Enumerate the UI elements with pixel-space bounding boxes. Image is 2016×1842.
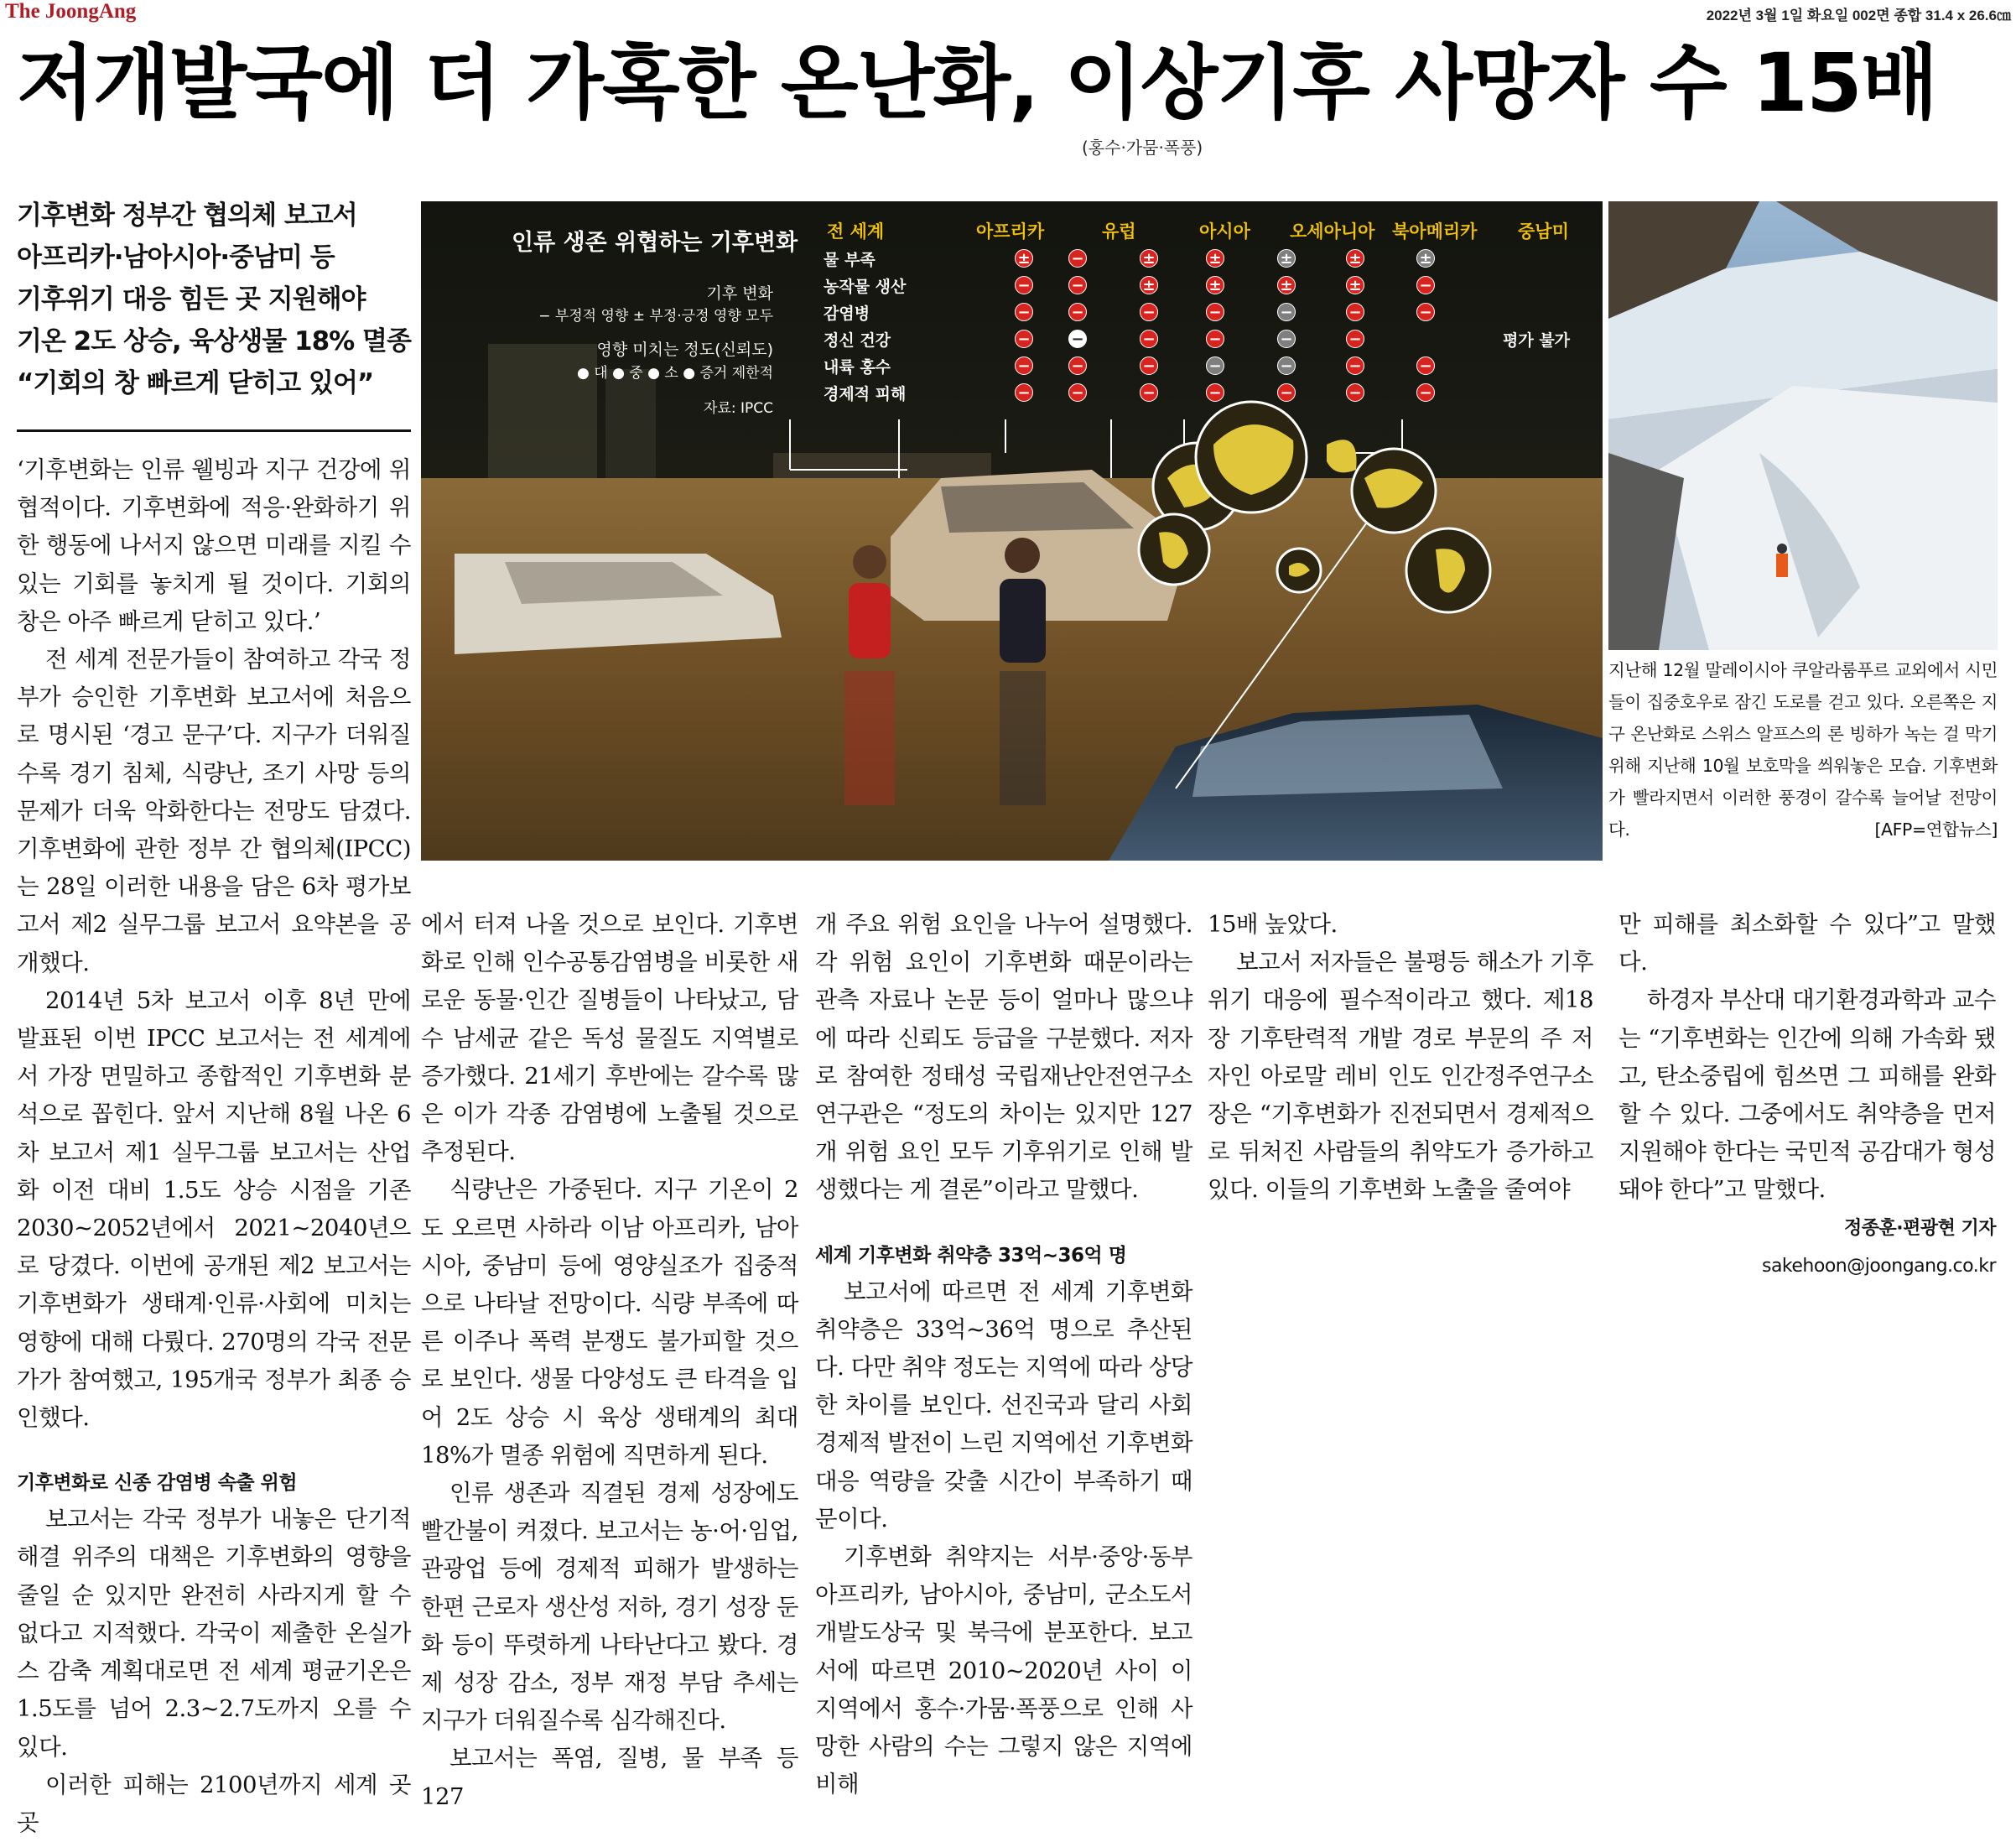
row-mental-health: 정신 건강 bbox=[824, 331, 891, 350]
region-global: 전 세계 bbox=[827, 221, 885, 242]
paragraph: 기후변화 취약지는 서부·중앙·동부 아프리카, 남아시아, 중남미, 군소도서 개발도상국 및 북극에 분포한다. 보고서에 따르면 2010~2020년 사이 이 지역에서 홍수·가뭄·폭풍으로 인해 사망한 사람의 수는 그렇지 않은 지역에 비해 bbox=[815, 1543, 1192, 1798]
impact-symbol: − bbox=[1140, 383, 1158, 402]
impact-symbol: − bbox=[1068, 276, 1087, 294]
paragraph: 이러한 피해는 2100년까지 세계 곳곳 bbox=[17, 1771, 411, 1836]
impact-symbol: − bbox=[1068, 303, 1087, 321]
paragraph: 개 주요 위험 요인을 나누어 설명했다. 각 위험 요인이 기후변화 때문이라는 관측 자료나 논문 등이 얼마나 많으냐에 따라 신뢰도 등급을 구분했다. 저자로 참여한 정태성 국립재난안전연구소 연구관은 “정도의 차이는 있지만 127개 위험 요인 모두 기후위기로 인해 발생했다는 게 결론”이라고 말했다. bbox=[815, 911, 1192, 1204]
impact-symbol: − bbox=[1015, 383, 1033, 402]
subheadlines bbox=[17, 195, 411, 404]
photo-credit: [AFP=연합뉴스] bbox=[1874, 820, 1998, 840]
legend-line: − 부정적 영향 ± 부정·긍정 영향 모두 bbox=[538, 308, 773, 325]
subhead: 기후변화 정부간 협의체 보고서 bbox=[17, 200, 357, 231]
impact-symbol: − bbox=[1140, 330, 1158, 348]
paragraph: 보고서에 따르면 전 세계 기후변화 취약층은 33억~36억 명으로 추산된다. 다만 취약 정도는 지역에 따라 상당한 차이를 보인다. 선진국과 달리 사회경제적 발전이 느린 지역에선 기후변화 대응 역량을 갖출 시간이 부족하기 때문이다. bbox=[815, 1277, 1193, 1532]
legend-title: 기후 변화 bbox=[706, 284, 773, 303]
subhead: “기회의 창 빠르게 닫히고 있어” bbox=[17, 368, 374, 398]
impact-symbol: ± bbox=[1140, 276, 1158, 294]
impact-symbol: − bbox=[1068, 330, 1087, 348]
reporter-email: sakehoon@joongang.co.kr bbox=[1761, 1255, 1996, 1277]
impact-symbol: − bbox=[1277, 303, 1296, 321]
paragraph: 15배 높았다. bbox=[1208, 911, 1338, 938]
edition-info: 2022년 3월 1일 화요일 002면 종합 31.4 x 26.6㎝ bbox=[1706, 8, 2011, 23]
subhead: 기후위기 대응 힘든 곳 지원해야 bbox=[17, 284, 366, 315]
paragraph: 에서 터져 나올 것으로 보인다. 기후변화로 인해 인수공통감염병을 비롯한 새로운 동물·인간 질병들이 나타났고, 담수 남세균 같은 독성 물질도 지역별로 증가했다. 21세기 후반에는 갈수록 많은 이가 각종 감염병에 노출될 것으로 추정된다. bbox=[421, 911, 799, 1166]
impact-symbol: − bbox=[1277, 330, 1296, 348]
impact-symbol: − bbox=[1206, 330, 1224, 348]
paragraph: 하경자 부산대 대기환경과학과 교수는 “기후변화는 인간에 의해 가속화 됐고, 탄소중립에 힘쓰면 그 피해를 완화할 수 있다. 그중에서도 취약층을 먼저 지원해야 한다는 국민적 공감대가 형성돼야 한다”고 말했다. bbox=[1619, 986, 1997, 1204]
graphic-source: 자료: IPCC bbox=[704, 400, 773, 417]
paragraph: 식량난은 가중된다. 지구 기온이 2도 오르면 사하라 이남 아프리카, 남아시아, 중남미 등에 영양실조가 집중적으로 나타날 전망이다. 식량 부족에 따른 이주나 폭력 분쟁도 불가피할 것으로 보인다. 생물 다양성도 큰 타격을 입어 2도 상승 시 육상 생태계의 최대 18%가 멸종 위험에 직면하게 된다. bbox=[421, 1176, 798, 1469]
paragraph: ‘기후변화는 인류 웰빙과 지구 건강에 위협적이다. 기후변화에 적응·완화하기 위한 행동에 나서지 않으면 미래를 지킬 수 있는 기회를 놓치게 될 것이다. 기회의 창은 아주 빠르게 닫히고 있다.’ bbox=[17, 456, 411, 635]
impact-symbol: − bbox=[1206, 356, 1224, 375]
subhead: 아프리카·남아시아·중남미 등 bbox=[17, 242, 335, 273]
impact-symbol: − bbox=[1416, 383, 1435, 402]
impact-symbol: − bbox=[1015, 303, 1033, 321]
infographic-flood-photo bbox=[421, 201, 1603, 861]
impact-symbol: − bbox=[1277, 383, 1296, 402]
impact-symbol: − bbox=[1346, 356, 1364, 375]
paragraph: 인류 생존과 직결된 경제 성장에도 빨간불이 켜졌다. 보고서는 농·어·임업, 관광업 등에 경제적 피해가 발생하는 한편 근로자 생산성 저하, 경기 성장 둔화 등이 뚜렷하게 나타난다고 봤다. 경제 성장 감소, 정부 재정 부담 추세는 지구가 더워질수록 심각해진다. bbox=[421, 1480, 798, 1735]
region-latin-america: 중남미 bbox=[1518, 221, 1569, 242]
impact-symbol: − bbox=[1140, 303, 1158, 321]
impact-symbol: − bbox=[1416, 276, 1435, 294]
region-europe: 유럽 bbox=[1102, 221, 1136, 242]
paragraph: 전 세계 전문가들이 참여하고 각국 정부가 승인한 기후변화 보고서에 처음으로 명시된 ‘경고 문구’다. 지구가 더워질수록 경기 침체, 식량난, 조기 사망 등의 문제가 더욱 악화한다는 전망도 담겼다. 기후변화에 관한 정부 간 협의체(IPCC)는 28일 이러한 내용을 담은 6차 평가보고서 제2 실무그룹 보고서 요약본을 공개했다. bbox=[17, 646, 411, 976]
photo-caption bbox=[1608, 654, 1998, 846]
impact-symbol: − bbox=[1015, 356, 1033, 375]
confidence-title: 영향 미치는 정도(신뢰도) bbox=[596, 341, 773, 359]
impact-symbol: − bbox=[1140, 356, 1158, 375]
impact-symbol: ± bbox=[1277, 276, 1296, 294]
impact-symbol: ± bbox=[1346, 276, 1364, 294]
impact-symbol: − bbox=[1416, 303, 1435, 321]
impact-symbol: − bbox=[1015, 276, 1033, 294]
glacier-photo bbox=[1608, 201, 1998, 650]
impact-symbol: − bbox=[1068, 356, 1087, 375]
row-inland-flooding: 내륙 홍수 bbox=[824, 358, 891, 377]
region-oceania: 오세아니아 bbox=[1290, 221, 1375, 242]
impact-symbol: − bbox=[1015, 330, 1033, 348]
impact-symbol: − bbox=[1416, 356, 1435, 375]
impact-symbol: − bbox=[1346, 303, 1364, 321]
impact-symbol: ± bbox=[1206, 276, 1224, 294]
not-assessed-label: 평가 불가 bbox=[1503, 331, 1571, 350]
impact-symbol: ± bbox=[1416, 249, 1435, 268]
impact-symbol: − bbox=[1277, 356, 1296, 375]
impact-symbol: − bbox=[1206, 303, 1224, 321]
region-africa: 아프리카 bbox=[976, 221, 1045, 242]
section-heading: 세계 기후변화 취약층 33억~36억 명 bbox=[815, 1244, 1127, 1267]
row-water-shortage: 물 부족 bbox=[824, 251, 876, 269]
graphic-title: 인류 생존 위협하는 기후변화 bbox=[512, 230, 798, 256]
section-heading: 기후변화로 신종 감염병 속출 위험 bbox=[17, 1472, 298, 1495]
paragraph: 2014년 5차 보고서 이후 8년 만에 발표된 이번 IPCC 보고서는 전 세계에서 가장 면밀하고 종합적인 기후변화 분석으로 꼽힌다. 앞서 지난해 8월 나온 6차 보고서 제1 실무그룹 보고서는 산업화 이전 대비 1.5도 상승 시점을 기존 2030~2052년에서 2021~2040년으로 당겼다. 이번에 공개된 제2 보고서는 기후변화가 생태계·인류·사회에 미치는 영향에 대해 다뤘다. 270명의 각국 전문가가 참여했고, 195개국 정부가 최종 승인했다. bbox=[17, 986, 411, 1432]
paragraph: 보고서 저자들은 불평등 해소가 기후위기 대응에 필수적이라고 했다. 제18장 기후탄력적 개발 경로 부문의 주 저자인 아로말 레비 인도 인간정주연구소장은 “기후변화가 진전되면서 경제적으로 뒤처진 사람들의 취약도가 증가하고 있다. 이들의 기후변화 노출을 줄여야 bbox=[1208, 949, 1593, 1204]
impact-symbol: − bbox=[1346, 383, 1364, 402]
caption-text: 지난해 12월 말레이시아 쿠알라룸푸르 교외에서 시민들이 집중호우로 잠긴 도로를 걷고 있다. 오른쪽은 지구 온난화로 스위스 알프스의 론 빙하가 녹는 걸 막기 위해 지난해 10월 보호막을 씌워놓은 모습. 기후변화가 빨라지면서 이러한 풍경이 갈수록 늘어날 전망이다. bbox=[1608, 660, 1998, 840]
region-asia: 아시아 bbox=[1199, 221, 1250, 242]
paragraph: 만 피해를 최소화할 수 있다”고 말했다. bbox=[1619, 911, 1996, 976]
article-column-3 bbox=[815, 906, 1192, 1803]
impact-symbol: − bbox=[1346, 330, 1364, 348]
impact-symbol: ± bbox=[1206, 249, 1224, 268]
paragraph: 보고서는 폭염, 질병, 물 부족 등 127 bbox=[421, 1745, 798, 1810]
region-north-america: 북아메리카 bbox=[1392, 221, 1478, 242]
newspaper-logo: The JoongAng bbox=[5, 0, 137, 23]
paragraph: 보고서는 각국 정부가 내놓은 단기적 해결 위주의 대책은 기후변화의 영향을 줄일 순 있지만 완전히 사라지게 할 수 없다고 지적했다. 각국이 제출한 온실가스 감축 계획대로면 전 세계 평균기온은 1.5도를 넘어 2.3~2.7도까지 오를 수 있다. bbox=[17, 1506, 411, 1761]
impact-symbol: − bbox=[1068, 249, 1087, 268]
impact-symbol: ± bbox=[1015, 249, 1033, 268]
confidence-line: ● 대 ● 중 ● 소 ● 증거 제한적 bbox=[577, 365, 773, 382]
article-column-5 bbox=[1619, 906, 1996, 1285]
article-column-2 bbox=[421, 906, 798, 1816]
subhead: 기온 2도 상승, 육상생물 18% 멸종 bbox=[17, 326, 411, 356]
byline: 정종훈·편광현 기자 bbox=[1843, 1217, 1996, 1239]
row-infectious-disease: 감염병 bbox=[824, 304, 870, 323]
subhead-rule bbox=[17, 429, 411, 432]
headline: 저개발국에 더 가혹한 온난화, 이상기후 사망자 수 15배 bbox=[17, 36, 1937, 130]
impact-symbol: − bbox=[1206, 383, 1224, 402]
impact-symbol: − bbox=[1068, 383, 1087, 402]
impact-symbol: ± bbox=[1277, 249, 1296, 268]
impact-symbol: ± bbox=[1140, 249, 1158, 268]
article-column-4 bbox=[1208, 906, 1593, 1210]
impact-symbol: ± bbox=[1346, 249, 1364, 268]
article-column-1 bbox=[17, 451, 411, 1842]
headline-note: (홍수·가뭄·폭풍) bbox=[1082, 138, 1203, 158]
row-economic-damage: 경제적 피해 bbox=[824, 385, 907, 403]
row-crop-production: 농작물 생산 bbox=[824, 278, 907, 296]
